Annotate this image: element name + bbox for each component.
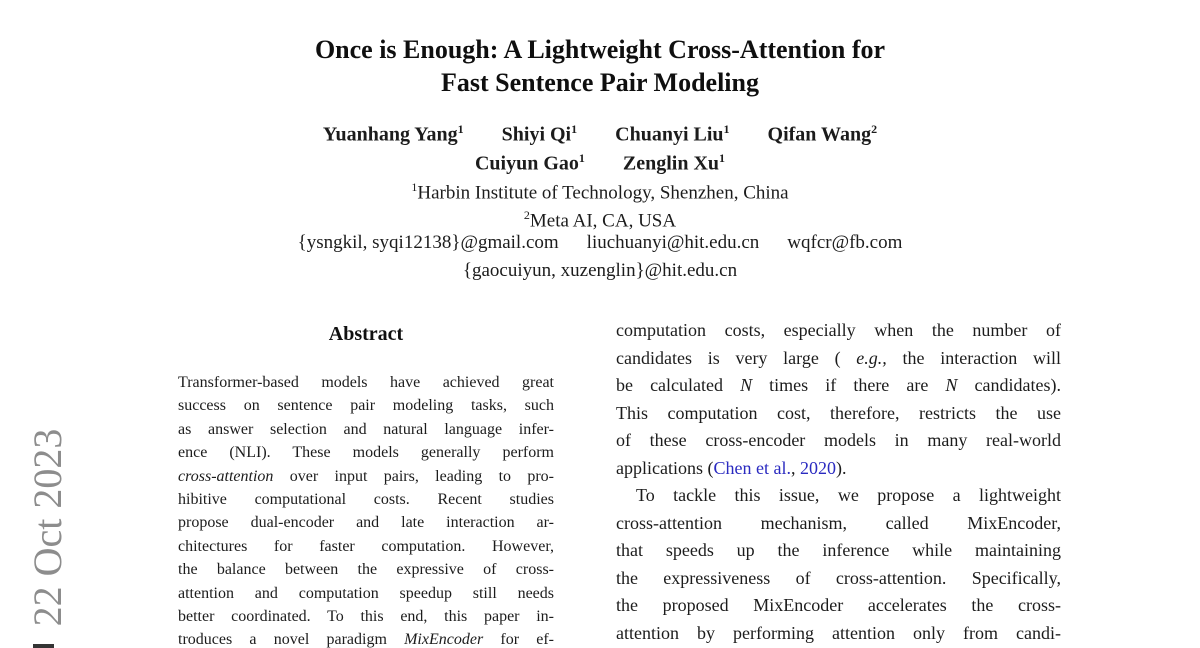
text-line: [178, 441, 554, 464]
text-line: [616, 400, 1061, 428]
text-line: [178, 628, 554, 648]
text-line: [616, 510, 1061, 538]
text-run: N: [945, 375, 958, 396]
affiliation-sup: 1: [411, 180, 418, 194]
text-line: [178, 371, 554, 394]
citation-link[interactable]: 2020: [799, 457, 836, 478]
text-run: as answer selection and natural language infer-: [178, 420, 554, 438]
text-line: [178, 558, 554, 581]
text-run: computation costs, especially when the number of: [616, 320, 1061, 340]
text-run: ence (NLI). These models generally perform: [178, 444, 554, 462]
text-run: hibitive computational costs. Recent studies: [178, 491, 554, 509]
text-run: To tackle this issue, we propose a lightweight: [636, 485, 1061, 506]
text-run: candidates).: [957, 375, 1061, 396]
body-column-text: [616, 317, 1061, 648]
text-line: [616, 537, 1061, 565]
text-line: [178, 511, 554, 534]
text-line: [616, 620, 1061, 648]
email-line: [0, 231, 1200, 255]
author-affiliation-sup: 1: [457, 122, 464, 136]
text-line: [178, 394, 554, 417]
text-run: This computation cost, therefore, restricts the use: [616, 402, 1061, 423]
text-line: [616, 565, 1061, 593]
author-affiliation-sup: 1: [719, 151, 726, 165]
paper-title: [0, 33, 1200, 99]
text-run: attention and computation speedup still needs: [178, 584, 554, 602]
affiliation-line: [0, 203, 1200, 233]
paper-title-line1: Once is Enough: A Lightweight Cross-Attention for: [314, 35, 886, 64]
text-line: [178, 535, 554, 558]
author-affiliation-sup: 1: [578, 151, 585, 165]
affiliation-text: Harbin Institute of Technology, Shenzhen, China: [417, 182, 789, 204]
author-affiliation-sup: 1: [571, 122, 578, 136]
text-run: the interaction will: [886, 347, 1061, 368]
text-run: applications (: [616, 457, 714, 478]
text-run: of these cross-encoder models in many real-world: [616, 430, 1061, 451]
author-name: Shiyi Qi$^1$: [501, 122, 578, 146]
email-line: [0, 259, 1200, 283]
text-run: the proposed MixEncoder accelerates the cross-: [616, 595, 1061, 616]
text-line: [616, 482, 1061, 510]
author-name: Zenglin Xu$^1$: [622, 151, 726, 175]
text-line: [616, 345, 1061, 373]
text-run: be calculated: [616, 375, 741, 396]
text-run: N: [740, 375, 753, 396]
author-affiliation-sup: 1: [723, 122, 730, 136]
text-run: e.g.,: [856, 347, 887, 368]
arxiv-watermark-clipped: [33, 644, 54, 648]
affiliation-text: Meta AI, CA, USA: [529, 210, 677, 232]
author-affiliation-sup: 2: [871, 122, 878, 136]
text-run: candidates is very large (: [616, 347, 857, 368]
citation-link[interactable]: Chen et al.: [713, 457, 791, 478]
email-address: liuchuanyi@hit.edu.cn: [586, 232, 760, 253]
text-line: [178, 418, 554, 441]
email-address: wqfcr@fb.com: [787, 232, 903, 253]
text-line: [178, 582, 554, 605]
affiliation-line: [0, 175, 1200, 205]
text-line: [616, 317, 1061, 345]
author-name: Qifan Wang$^2$: [767, 122, 878, 146]
abstract-heading: Abstract: [328, 323, 404, 345]
text-run: the expressiveness of cross-attention. Specifically,: [616, 567, 1061, 588]
text-line: [178, 605, 554, 628]
text-run: that speeds up the inference while maintaining: [616, 540, 1061, 561]
text-run: Transformer-based models have achieved great: [178, 374, 554, 391]
affiliation-sup: 2: [523, 208, 530, 222]
text-line: [616, 372, 1061, 400]
text-run: over input pairs, leading to pro-: [273, 467, 554, 485]
author-row: [0, 145, 1200, 177]
email-address: {gaocuiyun, xuzenglin}@hit.edu.cn: [462, 260, 738, 281]
text-run: times if there are: [752, 375, 946, 396]
text-line: [178, 465, 554, 488]
text-run: ,: [790, 457, 800, 478]
text-run: ).: [835, 457, 847, 478]
text-run: attention by performing attention only from candi-: [616, 623, 1061, 644]
text-run: chitectures for faster computation. However,: [178, 537, 554, 555]
text-run: troduces a novel paradigm: [178, 631, 405, 648]
text-run: for ef-: [483, 631, 554, 648]
author-row: [0, 116, 1200, 148]
text-line: [616, 455, 1061, 483]
text-run: MixEncoder: [404, 631, 484, 648]
text-run: the balance between the expressive of cross-: [178, 561, 554, 579]
text-run: propose dual-encoder and late interaction ar-: [178, 514, 554, 532]
text-run: cross-attention mechanism, called MixEncoder,: [616, 512, 1061, 533]
author-name: Cuiyun Gao$^1$: [474, 151, 585, 175]
paper-title-line2: Fast Sentence Pair Modeling: [441, 68, 759, 97]
text-line: [616, 427, 1061, 455]
arxiv-watermark-date: 22 Oct 2023: [25, 428, 70, 627]
text-run: success on sentence pair modeling tasks, such: [178, 397, 554, 415]
abstract-text: [178, 371, 554, 648]
text-line: [616, 592, 1061, 620]
text-line: [178, 488, 554, 511]
text-run: cross-attention: [178, 467, 274, 485]
author-name: Chuanyi Liu$^1$: [615, 122, 730, 146]
text-run: better coordinated. To this end, this paper in-: [178, 608, 554, 626]
email-address: {ysngkil, syqi12138}@gmail.com: [297, 232, 559, 253]
author-name: Yuanhang Yang$^1$: [322, 122, 464, 146]
